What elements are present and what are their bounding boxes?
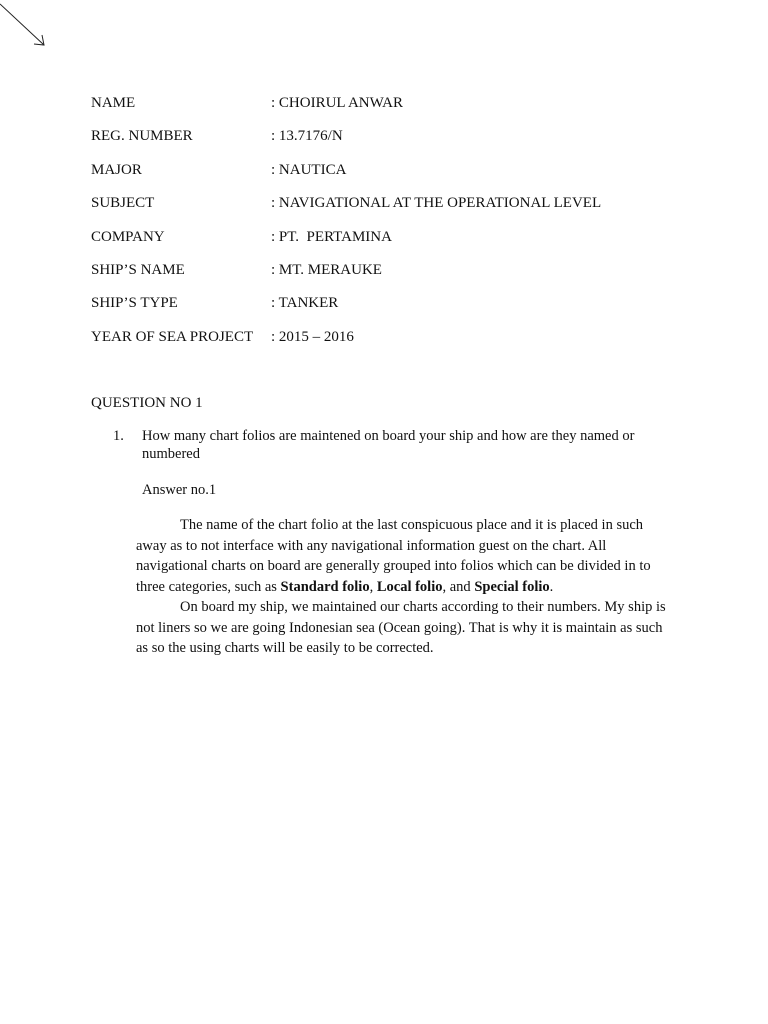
sentence-end: . bbox=[549, 578, 554, 595]
info-label: SHIP’S TYPE bbox=[91, 295, 178, 312]
info-value: : MT. MERAUKE bbox=[271, 261, 382, 278]
separator-text: , bbox=[369, 578, 377, 595]
info-value: : NAUTICA bbox=[271, 161, 347, 178]
question-item bbox=[113, 427, 673, 463]
bold-term: Special folio bbox=[474, 578, 550, 595]
info-label: REG. NUMBER bbox=[91, 128, 193, 145]
info-value: : 13.7176/N bbox=[271, 128, 343, 145]
bold-term: Standard folio bbox=[280, 578, 370, 595]
info-value: : TANKER bbox=[271, 295, 339, 312]
info-row-year bbox=[91, 327, 711, 360]
info-label: SUBJECT bbox=[91, 195, 155, 212]
answer-text: The name of the chart folio at the last conspicuous place and it is placed in such away as to not interface with any navigational information guest on the chart. All navigational charts on board are generally grouped into folios which can be divided in to three categories, such as bbox=[136, 517, 651, 595]
question-text: How many chart folios are maintened on board your ship and how are they named or numbered bbox=[142, 428, 635, 462]
info-label: NAME bbox=[91, 95, 136, 111]
info-label: SHIP’S NAME bbox=[91, 261, 185, 278]
info-row-name bbox=[91, 93, 711, 126]
student-info bbox=[91, 93, 711, 360]
bold-term: Local folio bbox=[376, 578, 443, 595]
info-row-major bbox=[91, 160, 711, 193]
info-row-ship-name bbox=[91, 260, 711, 293]
info-value: : CHOIRUL ANWAR bbox=[271, 95, 403, 111]
info-row-ship-type bbox=[91, 293, 711, 326]
info-value: : NAVIGATIONAL AT THE OPERATIONAL LEVEL bbox=[271, 195, 602, 212]
info-value: : 2015 – 2016 bbox=[271, 328, 354, 345]
answer-title: Answer no.1 bbox=[142, 482, 217, 498]
answer-paragraph-1 bbox=[136, 515, 672, 597]
answer-paragraph-2: On board my ship, we maintained our charts according to their numbers. My ship is not liners so we are going Indonesian sea (Ocean going). That is why it is maintain as such as so the using charts will be easily to be corrected. bbox=[136, 599, 666, 656]
info-row-reg-number bbox=[91, 126, 711, 159]
info-value: : PT. PERTAMINA bbox=[271, 228, 392, 245]
info-label: YEAR OF SEA PROJECT bbox=[91, 328, 254, 345]
arrow-icon bbox=[0, 0, 50, 50]
info-label: COMPANY bbox=[91, 228, 165, 245]
question-number: 1. bbox=[113, 428, 124, 444]
question-heading: QUESTION NO 1 bbox=[91, 395, 203, 411]
separator-text: , and bbox=[442, 578, 475, 595]
info-row-company bbox=[91, 227, 711, 260]
info-row-subject bbox=[91, 193, 711, 226]
info-label: MAJOR bbox=[91, 161, 142, 178]
answer-body bbox=[136, 515, 672, 659]
